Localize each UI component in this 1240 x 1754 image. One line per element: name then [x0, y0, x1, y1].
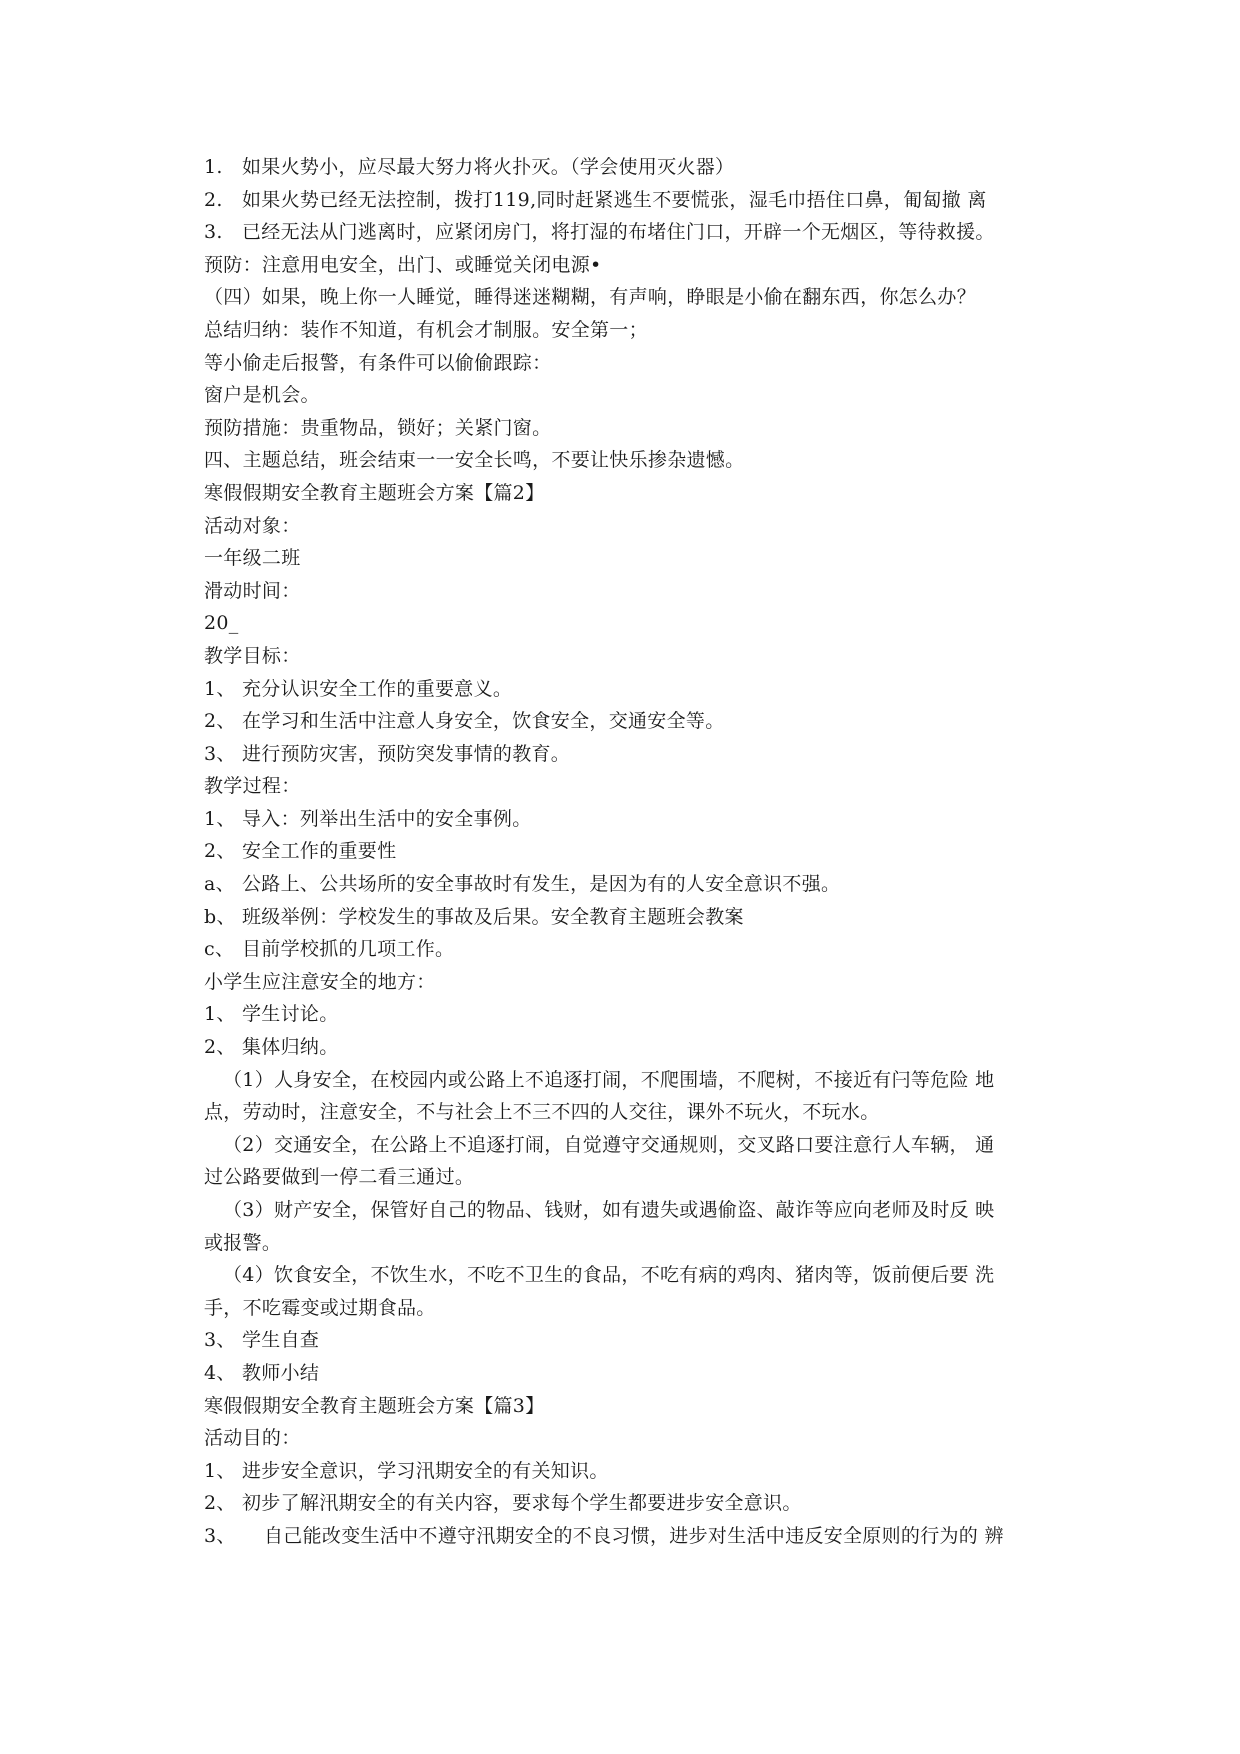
line-text: （四）如果，晚上你一人睡觉，睡得迷迷糊糊，有声响，睁眼是小偷在翻东西，你怎么办？: [204, 286, 977, 309]
text-line: [204, 1259, 1064, 1292]
text-line: [204, 1161, 1064, 1194]
text-line: [204, 542, 1064, 575]
list-marker: 2、: [204, 1036, 236, 1059]
text-line: [204, 1064, 1064, 1097]
text-line: [204, 281, 1064, 314]
line-text: 点，劳动时，注意安全，不与社会上不三不四的人交往，课外不玩火，不玩水。: [204, 1101, 880, 1124]
line-text: 教师小结: [242, 1361, 320, 1384]
text-line: [204, 510, 1064, 543]
text-line: [204, 216, 1064, 249]
line-text: 预防：注意用电安全，出门、或睡觉关闭电源•: [204, 253, 602, 276]
line-text: （2）交通安全，在公路上不追逐打闹，自觉遵守交通规则，交叉路口要注意行人车辆， 通: [223, 1133, 995, 1156]
text-line: [204, 998, 1064, 1031]
line-text: 寒假假期安全教育主题班会方案【篇3】: [204, 1394, 545, 1417]
line-text: （1）人身安全，在校园内或公路上不追逐打闹，不爬围墙，不爬树，不接近有闩等危险 地: [223, 1068, 995, 1091]
line-text: 公路上、公共场所的安全事故时有发生，是因为有的人安全意识不强。: [242, 873, 841, 896]
text-line: [204, 1455, 1064, 1488]
line-text: 进行预防灾害，预防突发事情的教育。: [242, 742, 571, 765]
text-line: [204, 770, 1064, 803]
text-line: [204, 575, 1064, 608]
text-line: [204, 933, 1064, 966]
text-line: [204, 412, 1064, 445]
text-line: [204, 1357, 1064, 1390]
list-marker: 2、: [204, 1492, 236, 1515]
line-text: 自己能改变生活中不遵守汛期安全的不良习惯，进步对生活中违反安全原则的行为的 辨: [264, 1524, 1004, 1547]
list-marker: 1、: [204, 1003, 236, 1026]
list-marker: 1、: [204, 807, 236, 830]
text-line: [204, 1487, 1064, 1520]
text-line: [204, 673, 1064, 706]
line-text: 总结归纳：装作不知道，有机会才制服。安全第一；: [204, 318, 648, 341]
line-text: 手，不吃霉变或过期食品。: [204, 1296, 436, 1319]
list-marker: 2.: [204, 188, 223, 211]
text-line: [204, 803, 1064, 836]
line-text: （3）财产安全，保管好自己的物品、钱财，如有遗失或遇偷盗、敲诈等应向老师及时反 映: [223, 1199, 995, 1221]
line-text: 班级举例：学校发生的事故及后果。安全教育主题班会教案: [242, 905, 744, 928]
line-text: 初步了解汛期安全的有关内容，要求每个学生都要进步安全意识。: [242, 1492, 802, 1515]
text-line: [204, 314, 1064, 347]
text-line: [204, 1129, 1064, 1162]
text-line: [204, 607, 1064, 640]
line-text: 充分认识安全工作的重要意义。: [242, 677, 513, 700]
line-text: 如果火势小，应尽最大努力将火扑灭。（学会使用灭火器）: [242, 156, 735, 178]
line-text: （4）饮食安全，不饮生水，不吃不卫生的食品，不吃有病的鸡肉、猪肉等，饭前便后要 洗: [223, 1264, 995, 1287]
line-text: 已经无法从门逃离时，应紧闭房门，将打湿的布堵住门口，开辟一个无烟区，等待救援。: [242, 221, 995, 244]
line-text: 导入：列举出生活中的安全事例。: [242, 807, 532, 830]
text-line: [204, 1031, 1064, 1064]
text-line: [204, 1390, 1064, 1423]
line-text: 或报警。: [204, 1231, 282, 1254]
text-line: [204, 151, 1064, 184]
list-marker: 1、: [204, 677, 236, 700]
line-text: 等小偷走后报警，有条件可以偷偷跟踪：: [204, 351, 552, 374]
document-page: [204, 151, 1064, 1553]
line-text: 教学过程：: [204, 775, 301, 798]
list-marker: 3、: [204, 1329, 236, 1352]
list-marker: 1、: [204, 1459, 236, 1482]
text-line: [204, 1227, 1064, 1260]
text-line: [204, 705, 1064, 738]
list-marker: 3、: [204, 742, 236, 765]
text-line: [204, 249, 1064, 282]
text-line: [204, 868, 1064, 901]
line-text: 20_: [204, 612, 239, 635]
line-text: 四、主题总结，班会结束一一安全长鸣，不要让快乐掺杂遗憾。: [204, 449, 745, 472]
text-line: [204, 1422, 1064, 1455]
line-text: 进步安全意识，学习汛期安全的有关知识。: [242, 1459, 609, 1482]
list-marker: 1.: [204, 156, 223, 178]
list-marker: c、: [204, 938, 235, 961]
line-text: 预防措施：贵重物品，锁好；关紧门窗。: [204, 416, 552, 439]
line-text: 小学生应注意安全的地方：: [204, 970, 436, 993]
line-text: 教学目标：: [204, 644, 301, 667]
line-text: 在学习和生活中注意人身安全，饮食安全，交通安全等。: [242, 710, 725, 733]
line-text: 活动对象：: [204, 514, 301, 537]
text-line: [204, 738, 1064, 771]
text-line: [204, 640, 1064, 673]
line-text: 集体归纳。: [242, 1036, 339, 1059]
text-line: [204, 477, 1064, 510]
list-marker: b、: [204, 905, 236, 928]
text-line: [204, 966, 1064, 999]
text-line: [204, 347, 1064, 380]
list-marker: 4、: [204, 1361, 236, 1384]
text-line: [204, 1324, 1064, 1357]
line-text: 学生自查: [242, 1329, 320, 1352]
list-marker: 3.: [204, 221, 223, 244]
text-line: [204, 1520, 1064, 1553]
line-text: 安全工作的重要性: [242, 840, 397, 863]
list-marker: 3、: [204, 1524, 236, 1547]
line-text: 寒假假期安全教育主题班会方案【篇2】: [204, 481, 545, 504]
text-line: [204, 1096, 1064, 1129]
line-text: 一年级二班: [204, 547, 301, 570]
line-text: 目前学校抓的几项工作。: [242, 938, 455, 961]
line-text: 活动目的：: [204, 1427, 301, 1450]
line-text: 滑动时间：: [204, 579, 301, 602]
line-text: 学生讨论。: [242, 1003, 339, 1026]
text-line: [204, 901, 1064, 934]
text-line: [204, 444, 1064, 477]
list-marker: 2、: [204, 840, 236, 863]
text-line: [204, 379, 1064, 412]
line-text: 过公路要做到一停二看三通过。: [204, 1166, 475, 1189]
text-line: [204, 1292, 1064, 1325]
text-line: [204, 1194, 1064, 1227]
list-marker: a、: [204, 873, 235, 896]
text-line: [204, 835, 1064, 868]
line-text: 窗户是机会。: [204, 384, 320, 407]
list-marker: 2、: [204, 710, 236, 733]
line-text: 如果火势已经无法控制，拨打119,同时赶紧逃生不要慌张，湿毛巾捂住口鼻，匍匐撤 离: [242, 188, 987, 211]
text-line: [204, 184, 1064, 217]
